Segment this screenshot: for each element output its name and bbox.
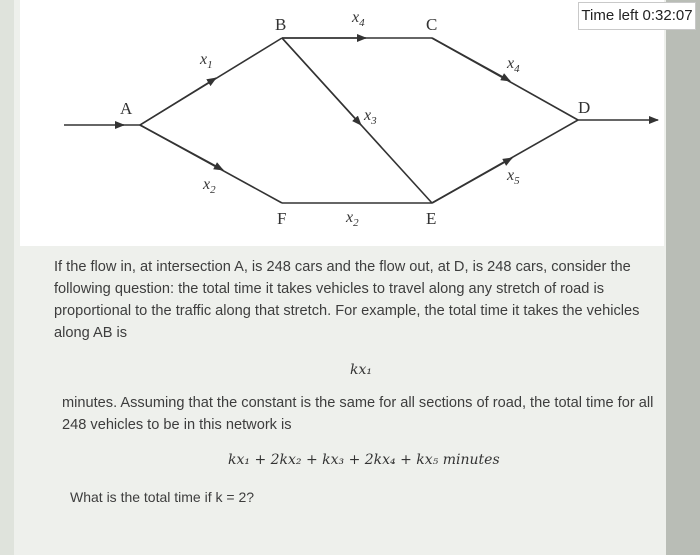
node-d-label: D [578, 98, 591, 117]
node-f-label: F [277, 209, 287, 228]
edge-cd-label: $x_4$ [507, 55, 520, 75]
edge-ed-label: $x_5$ [507, 167, 520, 187]
question-prompt-text: What is the total time if k = 2? [70, 489, 255, 505]
node-e-label: E [426, 209, 437, 228]
network-diagram-svg [20, 0, 664, 246]
question-intro-text: If the flow in, at intersection A, is 248 cars and the flow out, at D, is 248 cars, consider the following question: the total time it takes vehicles to travel along any stretch of road is proportional to the traffic along that stretch. For example, the total time it takes the vehicles along AB is [54, 259, 640, 341]
formula-ab: kx₁ [350, 362, 372, 378]
edge-ab-label: $x_1$ [200, 51, 213, 71]
edge-bc-label: $x_4$ [352, 9, 365, 29]
formula-total-time: kx₁ + 2kx₂ + kx₃ + 2kx₄ + kx₅ minutes [228, 452, 500, 468]
time-left-timer: Time left 0:32:07 [578, 2, 696, 30]
question-middle-text: minutes. Assuming that the constant is the same for all sections of road, the total time for all 248 vehicles to be in this network is [62, 395, 654, 433]
edge-af-label: $x_2$ [203, 176, 216, 196]
node-a-label: A [120, 99, 133, 118]
edge-be-label: $x_3$ [364, 107, 377, 127]
edge-fe-label: $x_2$ [346, 209, 359, 229]
left-margin [0, 0, 14, 555]
network-diagram [20, 0, 664, 246]
node-b-label: B [275, 15, 287, 34]
node-c-label: C [426, 15, 438, 34]
